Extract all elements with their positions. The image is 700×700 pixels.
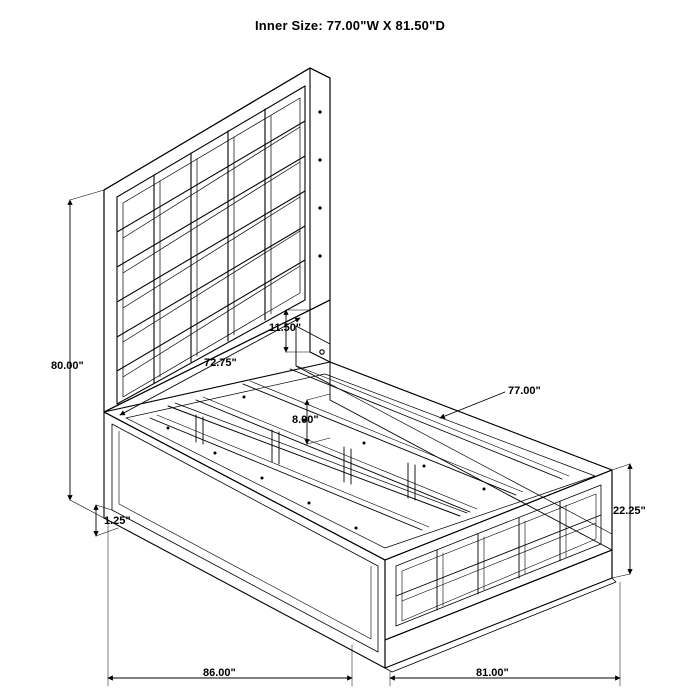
dim-label-headboard-to-rail-drop: 11.50" [269, 322, 302, 334]
dim-label-headboard-inner-width: 72.75" [204, 357, 237, 369]
dim-label-rail-thickness: 1.25" [104, 515, 131, 527]
dim-label-inner-width: 77.00" [508, 385, 541, 397]
dim-label-headboard-height: 80.00" [51, 360, 84, 372]
page-title: Inner Size: 77.00"W X 81.50"D [254, 18, 446, 33]
dim-label-footboard-height: 22.25" [613, 505, 646, 517]
dim-label-deck-height: 8.00" [292, 414, 319, 426]
dim-label-overall-length: 86.00" [203, 667, 236, 679]
dim-label-overall-width: 81.00" [476, 667, 509, 679]
